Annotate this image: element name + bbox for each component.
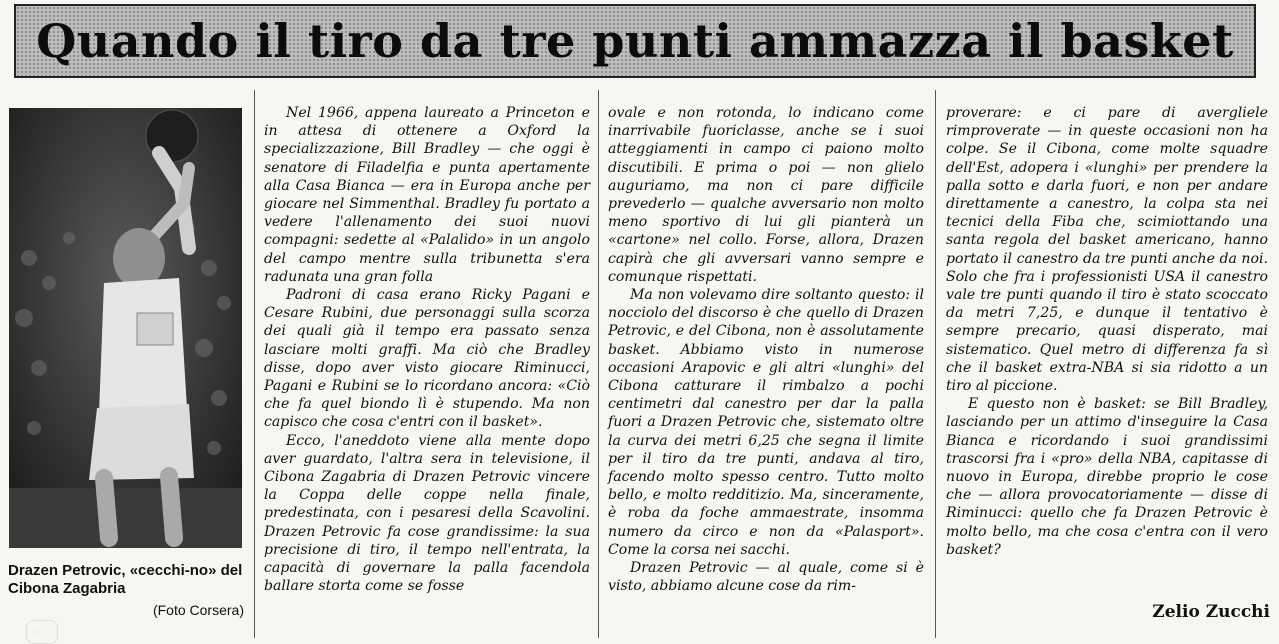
paragraph: Ma non volevamo dire soltanto questo: il nocciolo del discorso è che quello di Drazen Petrovic, e del Cibona, non è assolutamente basket. Abbiamo visto in numerose occasioni Arapovic e gli altri «lunghi» del Cibona catturare il rimbalzo a pochi centimetri dal canestro per dar la palla fuori a Drazen Petrovic che, sistemato oltre la curva dei metri 6,25 che segna il limite per il tiro da tre punti, andava al tiro, facendo molto spesso centro. Tutto molto bello, e molto redditizio. Ma, sinceramente, è roba da foche ammaestrate, insomma numero da circo e non da «Palasport». Come la corsa nei sacchi. xyxy=(608,287,924,558)
article-column-2 xyxy=(608,104,924,624)
paragraph: Padroni di casa erano Ricky Pagani e Cesare Rubini, due personaggi sulla scorza dei quali già il tempo era passato senza lasciare molti graffi. Ma ciò che Bradley disse, dopo aver visto giocare Riminucci, Pagani e Rubini se lo ricordano ancora: «Ciò che fa quel biondo lì è stupendo. Ma non capisco che cosa c'entri con il basket». xyxy=(264,287,590,431)
article-column-3 xyxy=(946,104,1268,624)
paragraph: E questo non è basket: se Bill Bradley, lasciando per un attimo d'inseguire la Casa Bianca e ricordando i suoi grandissimi trascorsi fra i «pro» della NBA, capitasse di nuovo in Europa, direbbe proprio le cose che — allora provocatoriamente — disse di Riminucci: quello che fa Drazen Petrovic è molto bello, ma che cosa c'entra con il vero basket? xyxy=(946,396,1268,558)
paragraph: proverare: e ci pare di avergliele rimproverate — in queste occasioni non ha colpe. Se il Cibona, come molte squadre dell'Est, adopera i «lunghi» per prendere la palla sotto e darla fuori, e non per andare direttamente a canestro, la colpa sta nei tecnici della Fiba che, scimiottando una santa regola del basket americano, hanno portato il canestro da tre punti anche da noi. Solo che fra i professionisti USA il canestro vale tre punti quando il tiro è stato scoccato da metri 7,25, e dunque il tentativo è sempre precario, quasi disperato, mai sistematico. Quel metro di differenza fa sì che il basket extra-NBA si sia ridotto a un tiro al piccione. xyxy=(946,105,1268,395)
headline: Quando il tiro da tre punti ammazza il basket xyxy=(14,4,1256,78)
author-signature: Zelio Zucchi xyxy=(1152,602,1270,622)
paragraph: Nel 1966, appena laureato a Princeton e in attesa di ottenere a Oxford la specializzazione, Bill Bradley — che oggi è senatore di Filadelfia e punta apertamente alla Casa Bianca — era in Europa anche per giocare nel Simmenthal. Bradley fu portato a vedere l'allenamento dei suoi nuovi compagni: sedette al «Palalido» in un angolo del campo mentre sulla tribunetta s'era radunata una gran folla xyxy=(264,105,590,285)
photo-illustration xyxy=(9,108,242,548)
paragraph: Ecco, l'aneddoto viene alla mente dopo aver guardato, l'altra sera in televisione, il Cibona Zagabria di Drazen Petrovic vincere la Coppa delle coppe nella finale, predestinata, con i pesaresi della Scavolini. Drazen Petrovic fa cose grandissime: la sua precisione di tiro, il tempo nell'entrata, la capacità di governare la palla facendola ballare storta come se fosse xyxy=(264,432,590,595)
photo-credit: (Foto Corsera) xyxy=(152,602,244,618)
article-column-1 xyxy=(264,104,590,624)
column-divider xyxy=(254,90,255,638)
tv-logo-stamp: RAI 3 xyxy=(26,620,58,644)
column-divider xyxy=(935,90,936,638)
paragraph: ovale e non rotonda, lo indicano come inarrivabile fuoriclasse, anche se i suoi atteggiamenti in campo ci paiono molto discutibili. E prima o poi — non glielo auguriamo, ma non ci pare difficile prevederlo — qualche avversario non molto meno sportivo di lui gli pianterà un «cartone» nel collo. Forse, allora, Drazen capirà che gli avversari vanno sempre e comunque rispettati. xyxy=(608,105,924,285)
photo-caption: Drazen Petrovic, «cecchi-no» del Cibona Zagabria xyxy=(8,562,243,597)
column-divider xyxy=(598,90,599,638)
paragraph: Drazen Petrovic — al quale, come si è visto, abbiamo alcune cose da rim- xyxy=(608,560,924,595)
